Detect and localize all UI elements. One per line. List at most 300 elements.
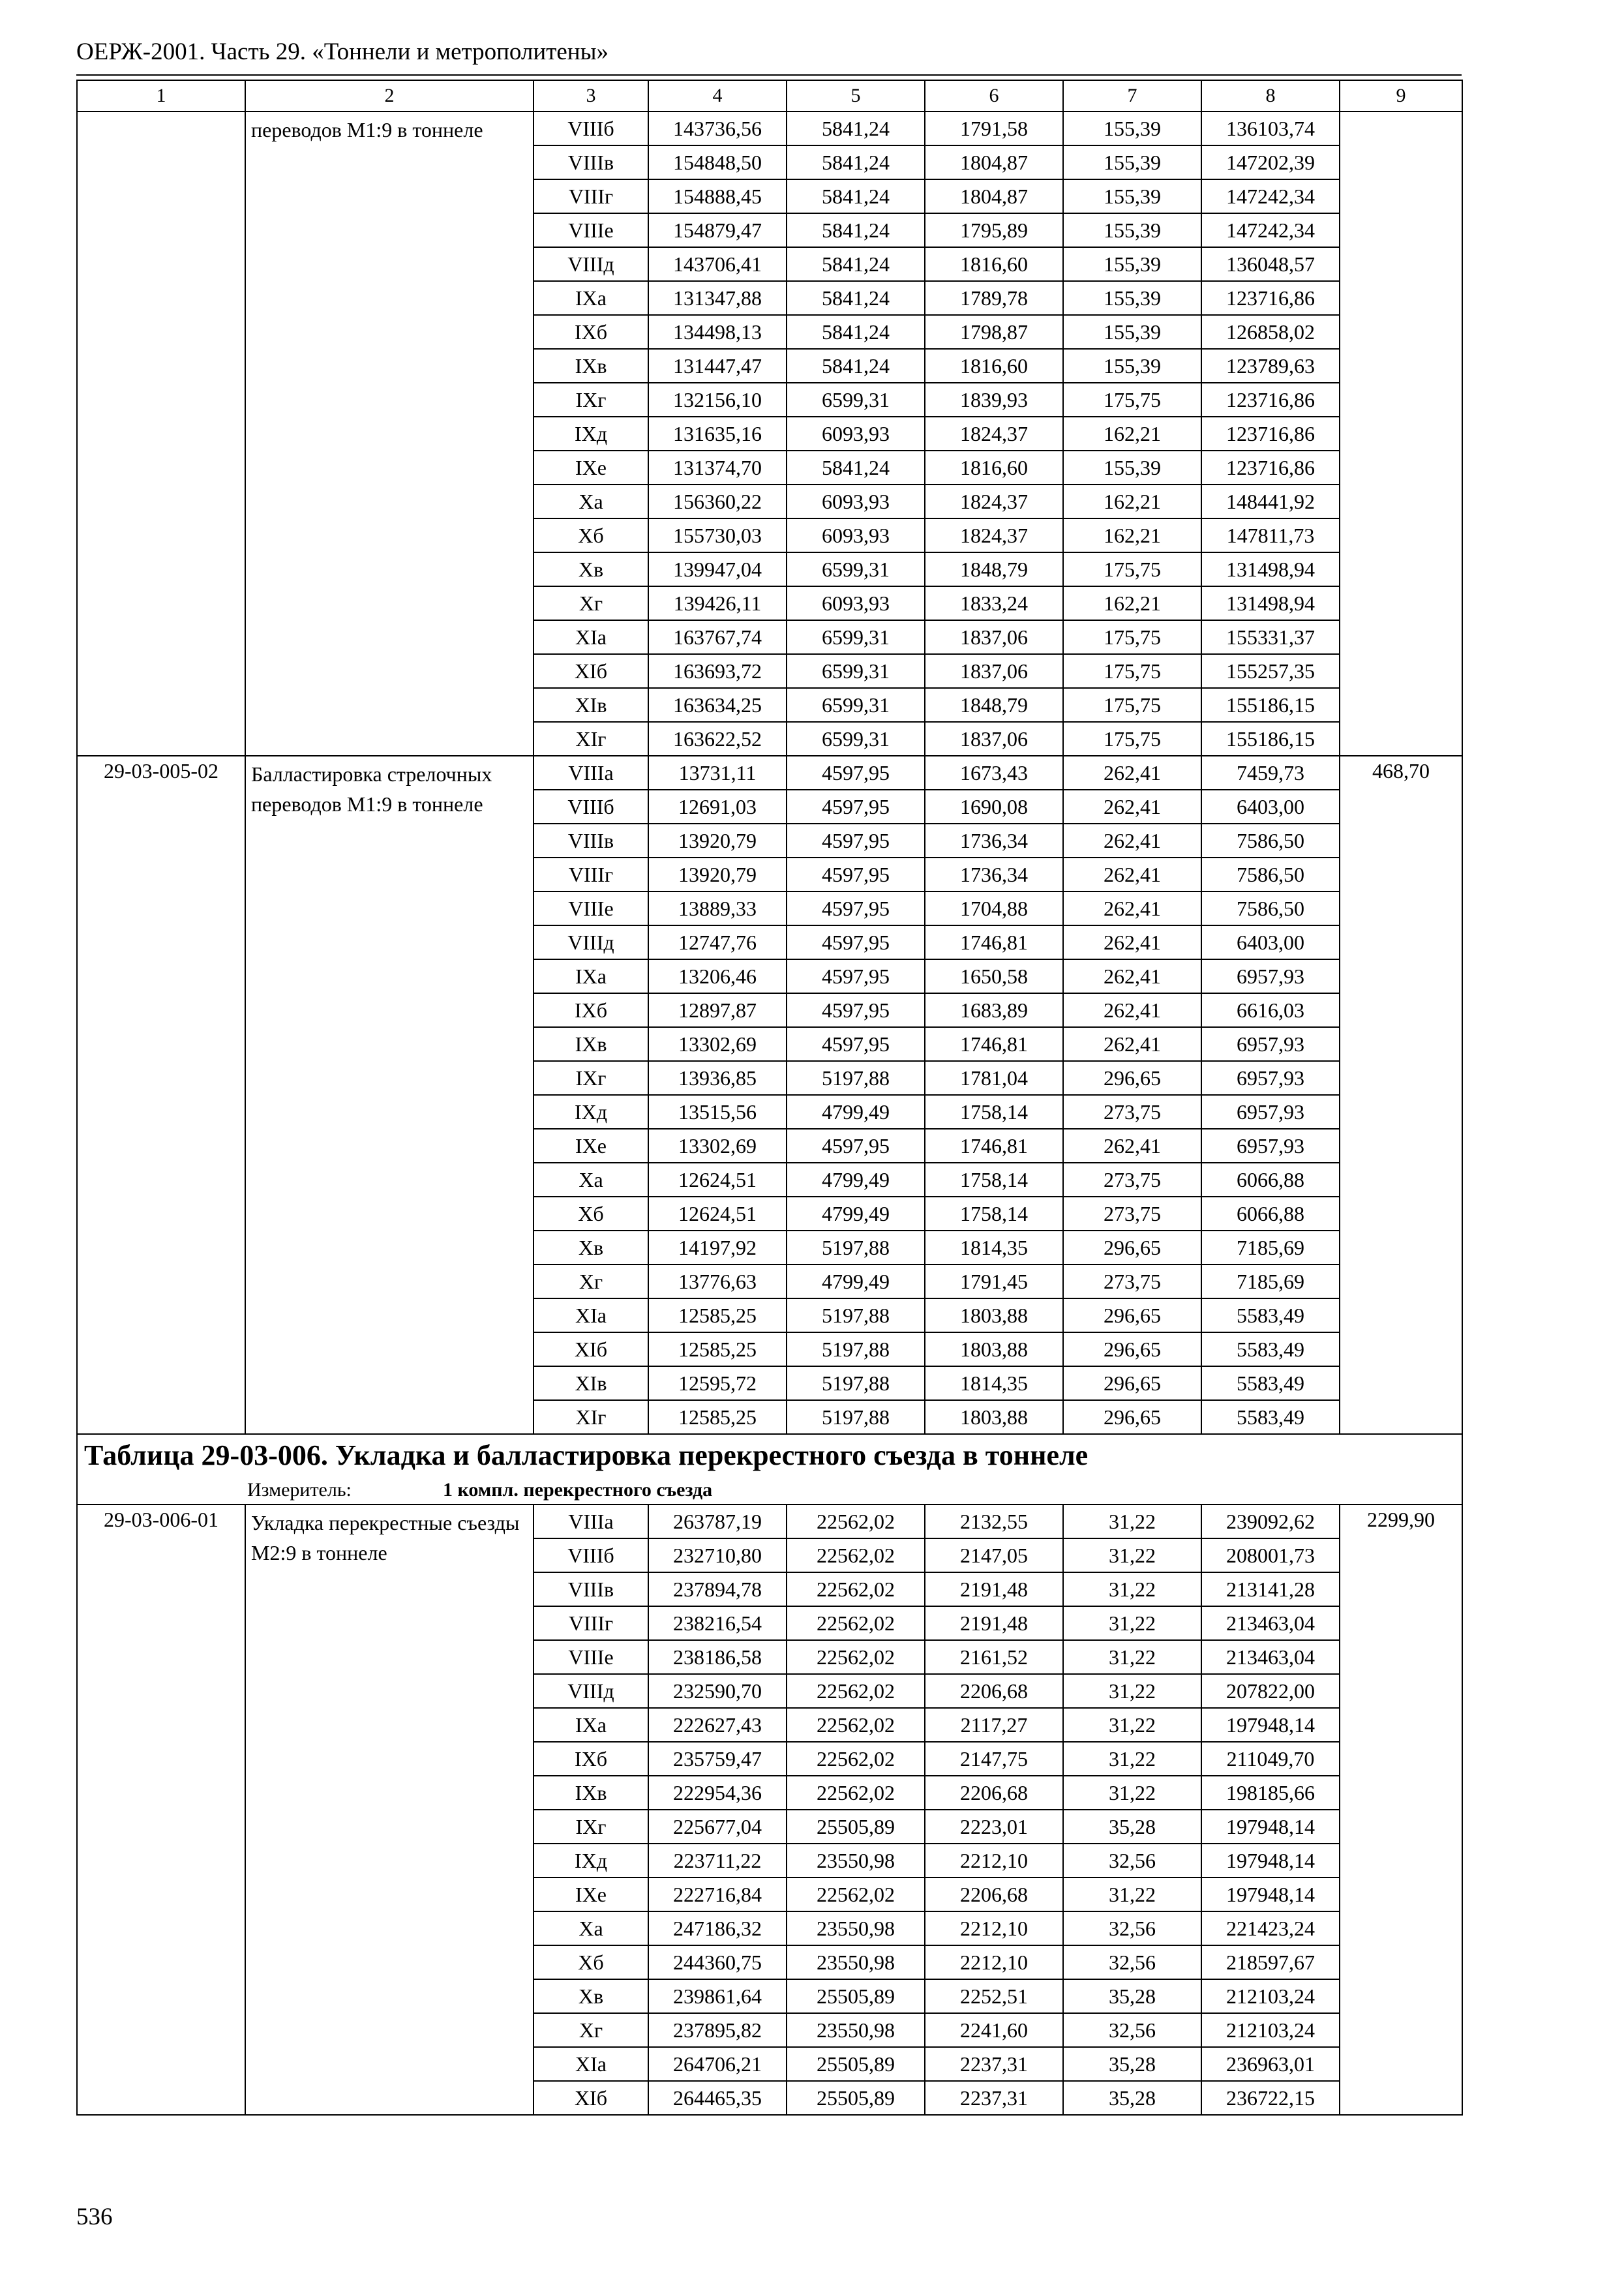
rate-code: 29-03-006-01	[77, 1504, 245, 2115]
total-cost: 223711,22	[648, 1844, 787, 1878]
drivers-wages: 162,21	[1063, 417, 1201, 451]
column-number: 8	[1201, 80, 1340, 112]
table-row	[77, 112, 1462, 145]
materials-cost: 148441,92	[1201, 485, 1340, 518]
rate-code: 29-03-005-02	[77, 756, 245, 1434]
total-cost: 12585,25	[648, 1400, 787, 1434]
materials-cost: 236722,15	[1201, 2081, 1340, 2115]
drivers-wages: 296,65	[1063, 1400, 1201, 1434]
region-zone: VIIIб	[534, 790, 648, 824]
machines-cost: 1791,58	[925, 112, 1063, 145]
region-zone: XIа	[534, 1298, 648, 1332]
materials-cost: 211049,70	[1201, 1742, 1340, 1776]
wages-cost: 22562,02	[787, 1708, 925, 1742]
machines-cost: 1839,93	[925, 383, 1063, 417]
drivers-wages: 273,75	[1063, 1197, 1201, 1231]
machines-cost: 1816,60	[925, 349, 1063, 383]
materials-cost: 221423,24	[1201, 1911, 1340, 1945]
drivers-wages: 175,75	[1063, 620, 1201, 654]
total-cost: 131635,16	[648, 417, 787, 451]
region-zone: IXг	[534, 383, 648, 417]
machines-cost: 2237,31	[925, 2047, 1063, 2081]
total-cost: 139426,11	[648, 586, 787, 620]
wages-cost: 4799,49	[787, 1163, 925, 1197]
wages-cost: 5197,88	[787, 1400, 925, 1434]
machines-cost: 1798,87	[925, 315, 1063, 349]
region-zone: XIв	[534, 1366, 648, 1400]
drivers-wages: 262,41	[1063, 858, 1201, 891]
materials-cost: 7586,50	[1201, 824, 1340, 858]
column-number: 2	[245, 80, 534, 112]
region-zone: IXб	[534, 315, 648, 349]
region-zone: XIа	[534, 620, 648, 654]
unit-cell	[77, 1476, 1462, 1504]
drivers-wages: 262,41	[1063, 1027, 1201, 1061]
drivers-wages: 155,39	[1063, 112, 1201, 145]
region-zone: VIIIг	[534, 858, 648, 891]
machines-cost: 1683,89	[925, 993, 1063, 1027]
wages-cost: 5197,88	[787, 1332, 925, 1366]
wages-cost: 22562,02	[787, 1878, 925, 1911]
region-zone: IXб	[534, 993, 648, 1027]
machines-cost: 1837,06	[925, 722, 1063, 756]
materials-cost: 6403,00	[1201, 790, 1340, 824]
materials-cost: 213463,04	[1201, 1606, 1340, 1640]
materials-cost: 208001,73	[1201, 1538, 1340, 1572]
drivers-wages: 175,75	[1063, 654, 1201, 688]
total-cost: 13206,46	[648, 959, 787, 993]
wages-cost: 5197,88	[787, 1298, 925, 1332]
drivers-wages: 155,39	[1063, 281, 1201, 315]
region-zone: VIIIд	[534, 247, 648, 281]
wages-cost: 6093,93	[787, 518, 925, 552]
total-cost: 12585,25	[648, 1332, 787, 1366]
column-number: 1	[77, 80, 245, 112]
drivers-wages: 31,22	[1063, 1640, 1201, 1674]
drivers-wages: 32,56	[1063, 1844, 1201, 1878]
wages-cost: 6599,31	[787, 552, 925, 586]
materials-cost: 147242,34	[1201, 213, 1340, 247]
materials-cost: 131498,94	[1201, 586, 1340, 620]
drivers-wages: 175,75	[1063, 722, 1201, 756]
materials-cost: 136048,57	[1201, 247, 1340, 281]
region-zone: Xа	[534, 485, 648, 518]
region-zone: Xа	[534, 1911, 648, 1945]
wages-cost: 6093,93	[787, 485, 925, 518]
region-zone: VIIIд	[534, 1674, 648, 1708]
wages-cost: 5841,24	[787, 247, 925, 281]
drivers-wages: 35,28	[1063, 1810, 1201, 1844]
machines-cost: 2206,68	[925, 1776, 1063, 1810]
drivers-wages: 31,22	[1063, 1742, 1201, 1776]
machines-cost: 1824,37	[925, 485, 1063, 518]
wages-cost: 22562,02	[787, 1674, 925, 1708]
machines-cost: 1736,34	[925, 824, 1063, 858]
machines-cost: 1758,14	[925, 1197, 1063, 1231]
wages-cost: 23550,98	[787, 1945, 925, 1979]
wages-cost: 22562,02	[787, 1606, 925, 1640]
rate-code	[77, 112, 245, 756]
drivers-wages: 262,41	[1063, 756, 1201, 790]
labor-cost: 468,70	[1340, 756, 1462, 1434]
wages-cost: 4597,95	[787, 1129, 925, 1163]
total-cost: 13920,79	[648, 824, 787, 858]
wages-cost: 5841,24	[787, 179, 925, 213]
materials-cost: 123716,86	[1201, 281, 1340, 315]
wages-cost: 6093,93	[787, 586, 925, 620]
column-number: 4	[648, 80, 787, 112]
wages-cost: 5197,88	[787, 1231, 925, 1264]
region-zone: IXа	[534, 281, 648, 315]
region-zone: IXд	[534, 1095, 648, 1129]
region-zone: Xб	[534, 1945, 648, 1979]
column-number: 5	[787, 80, 925, 112]
wages-cost: 5841,24	[787, 213, 925, 247]
machines-cost: 2206,68	[925, 1674, 1063, 1708]
region-zone: XIб	[534, 1332, 648, 1366]
machines-cost: 1789,78	[925, 281, 1063, 315]
total-cost: 163622,52	[648, 722, 787, 756]
wages-cost: 4597,95	[787, 993, 925, 1027]
drivers-wages: 31,22	[1063, 1572, 1201, 1606]
region-zone: IXд	[534, 417, 648, 451]
machines-cost: 1690,08	[925, 790, 1063, 824]
machines-cost: 1803,88	[925, 1400, 1063, 1434]
drivers-wages: 31,22	[1063, 1674, 1201, 1708]
region-zone: IXе	[534, 1129, 648, 1163]
region-zone: IXе	[534, 1878, 648, 1911]
region-zone: VIIIв	[534, 824, 648, 858]
wages-cost: 5197,88	[787, 1366, 925, 1400]
region-zone: IXд	[534, 1844, 648, 1878]
machines-cost: 1746,81	[925, 1129, 1063, 1163]
drivers-wages: 175,75	[1063, 688, 1201, 722]
unit-label: Измеритель:	[247, 1478, 352, 1501]
wages-cost: 4597,95	[787, 824, 925, 858]
total-cost: 12897,87	[648, 993, 787, 1027]
drivers-wages: 31,22	[1063, 1606, 1201, 1640]
total-cost: 237895,82	[648, 2013, 787, 2047]
machines-cost: 1803,88	[925, 1332, 1063, 1366]
total-cost: 235759,47	[648, 1742, 787, 1776]
materials-cost: 197948,14	[1201, 1844, 1340, 1878]
drivers-wages: 155,39	[1063, 451, 1201, 485]
drivers-wages: 31,22	[1063, 1708, 1201, 1742]
materials-cost: 6066,88	[1201, 1197, 1340, 1231]
machines-cost: 2161,52	[925, 1640, 1063, 1674]
region-zone: VIIIд	[534, 925, 648, 959]
materials-cost: 123716,86	[1201, 417, 1340, 451]
wages-cost: 5841,24	[787, 451, 925, 485]
drivers-wages: 155,39	[1063, 315, 1201, 349]
drivers-wages: 262,41	[1063, 891, 1201, 925]
materials-cost: 7586,50	[1201, 858, 1340, 891]
drivers-wages: 262,41	[1063, 824, 1201, 858]
region-zone: Xб	[534, 518, 648, 552]
total-cost: 264706,21	[648, 2047, 787, 2081]
drivers-wages: 35,28	[1063, 1979, 1201, 2013]
total-cost: 143706,41	[648, 247, 787, 281]
materials-cost: 5583,49	[1201, 1366, 1340, 1400]
wages-cost: 23550,98	[787, 1911, 925, 1945]
total-cost: 238186,58	[648, 1640, 787, 1674]
materials-cost: 197948,14	[1201, 1878, 1340, 1911]
drivers-wages: 262,41	[1063, 1129, 1201, 1163]
drivers-wages: 155,39	[1063, 349, 1201, 383]
wages-cost: 6599,31	[787, 620, 925, 654]
machines-cost: 1837,06	[925, 654, 1063, 688]
machines-cost: 2206,68	[925, 1878, 1063, 1911]
drivers-wages: 296,65	[1063, 1231, 1201, 1264]
drivers-wages: 32,56	[1063, 1911, 1201, 1945]
machines-cost: 1848,79	[925, 688, 1063, 722]
machines-cost: 2252,51	[925, 1979, 1063, 2013]
region-zone: IXа	[534, 959, 648, 993]
column-number: 7	[1063, 80, 1201, 112]
total-cost: 131347,88	[648, 281, 787, 315]
machines-cost: 2212,10	[925, 1911, 1063, 1945]
total-cost: 156360,22	[648, 485, 787, 518]
region-zone: VIIIб	[534, 112, 648, 145]
materials-cost: 131498,94	[1201, 552, 1340, 586]
wages-cost: 4799,49	[787, 1197, 925, 1231]
region-zone: Xв	[534, 1231, 648, 1264]
total-cost: 155730,03	[648, 518, 787, 552]
drivers-wages: 273,75	[1063, 1264, 1201, 1298]
work-name: Укладка перекрестные съезды М2:9 в тоннеле	[245, 1504, 534, 2115]
materials-cost: 7459,73	[1201, 756, 1340, 790]
machines-cost: 1814,35	[925, 1231, 1063, 1264]
drivers-wages: 296,65	[1063, 1298, 1201, 1332]
drivers-wages: 155,39	[1063, 213, 1201, 247]
materials-cost: 212103,24	[1201, 2013, 1340, 2047]
total-cost: 13920,79	[648, 858, 787, 891]
region-zone: XIб	[534, 654, 648, 688]
region-zone: IXг	[534, 1061, 648, 1095]
total-cost: 13515,56	[648, 1095, 787, 1129]
wages-cost: 4597,95	[787, 1027, 925, 1061]
total-cost: 13302,69	[648, 1027, 787, 1061]
region-zone: VIIIг	[534, 1606, 648, 1640]
wages-cost: 4799,49	[787, 1264, 925, 1298]
machines-cost: 2241,60	[925, 2013, 1063, 2047]
total-cost: 12691,03	[648, 790, 787, 824]
machines-cost: 1781,04	[925, 1061, 1063, 1095]
drivers-wages: 296,65	[1063, 1332, 1201, 1366]
materials-cost: 6066,88	[1201, 1163, 1340, 1197]
total-cost: 12624,51	[648, 1163, 787, 1197]
machines-cost: 2132,55	[925, 1504, 1063, 1538]
region-zone: VIIIб	[534, 1538, 648, 1572]
wages-cost: 22562,02	[787, 1572, 925, 1606]
wages-cost: 4597,95	[787, 790, 925, 824]
region-zone: VIIIв	[534, 145, 648, 179]
region-zone: Xв	[534, 1979, 648, 2013]
header-rule	[76, 74, 1462, 76]
wages-cost: 6599,31	[787, 688, 925, 722]
materials-cost: 155257,35	[1201, 654, 1340, 688]
total-cost: 222627,43	[648, 1708, 787, 1742]
wages-cost: 4597,95	[787, 891, 925, 925]
wages-cost: 5197,88	[787, 1061, 925, 1095]
drivers-wages: 175,75	[1063, 383, 1201, 417]
machines-cost: 1746,81	[925, 925, 1063, 959]
materials-cost: 7185,69	[1201, 1231, 1340, 1264]
drivers-wages: 155,39	[1063, 247, 1201, 281]
total-cost: 14197,92	[648, 1231, 787, 1264]
materials-cost: 147242,34	[1201, 179, 1340, 213]
region-zone: XIб	[534, 2081, 648, 2115]
materials-cost: 6957,93	[1201, 1027, 1340, 1061]
region-zone: IXа	[534, 1708, 648, 1742]
materials-cost: 213141,28	[1201, 1572, 1340, 1606]
rates-table	[76, 80, 1463, 2116]
materials-cost: 147202,39	[1201, 145, 1340, 179]
machines-cost: 1833,24	[925, 586, 1063, 620]
region-zone: VIIIа	[534, 1504, 648, 1538]
drivers-wages: 31,22	[1063, 1504, 1201, 1538]
column-number: 6	[925, 80, 1063, 112]
materials-cost: 218597,67	[1201, 1945, 1340, 1979]
wages-cost: 6093,93	[787, 417, 925, 451]
drivers-wages: 155,39	[1063, 179, 1201, 213]
drivers-wages: 273,75	[1063, 1163, 1201, 1197]
drivers-wages: 296,65	[1063, 1366, 1201, 1400]
region-zone: Xв	[534, 552, 648, 586]
machines-cost: 1824,37	[925, 417, 1063, 451]
drivers-wages: 162,21	[1063, 518, 1201, 552]
wages-cost: 22562,02	[787, 1504, 925, 1538]
total-cost: 264465,35	[648, 2081, 787, 2115]
drivers-wages: 31,22	[1063, 1538, 1201, 1572]
materials-cost: 5583,49	[1201, 1400, 1340, 1434]
region-zone: IXв	[534, 1776, 648, 1810]
total-cost: 132156,10	[648, 383, 787, 417]
region-zone: XIа	[534, 2047, 648, 2081]
wages-cost: 5841,24	[787, 315, 925, 349]
drivers-wages: 35,28	[1063, 2081, 1201, 2115]
wages-cost: 25505,89	[787, 2081, 925, 2115]
machines-cost: 2212,10	[925, 1844, 1063, 1878]
materials-cost: 155186,15	[1201, 722, 1340, 756]
table-row	[77, 756, 1462, 790]
materials-cost: 123789,63	[1201, 349, 1340, 383]
materials-cost: 6957,93	[1201, 1061, 1340, 1095]
materials-cost: 239092,62	[1201, 1504, 1340, 1538]
column-number: 3	[534, 80, 648, 112]
total-cost: 247186,32	[648, 1911, 787, 1945]
materials-cost: 126858,02	[1201, 315, 1340, 349]
table-row	[77, 1504, 1462, 1538]
total-cost: 163634,25	[648, 688, 787, 722]
machines-cost: 1804,87	[925, 145, 1063, 179]
region-zone: Xг	[534, 1264, 648, 1298]
drivers-wages: 31,22	[1063, 1776, 1201, 1810]
total-cost: 238216,54	[648, 1606, 787, 1640]
page-header: ОЕРЖ-2001. Часть 29. «Тоннели и метрополитены»	[76, 38, 609, 65]
machines-cost: 1791,45	[925, 1264, 1063, 1298]
drivers-wages: 35,28	[1063, 2047, 1201, 2081]
machines-cost: 2117,27	[925, 1708, 1063, 1742]
machines-cost: 2223,01	[925, 1810, 1063, 1844]
materials-cost: 147811,73	[1201, 518, 1340, 552]
total-cost: 13776,63	[648, 1264, 787, 1298]
total-cost: 222716,84	[648, 1878, 787, 1911]
materials-cost: 236963,01	[1201, 2047, 1340, 2081]
wages-cost: 5841,24	[787, 145, 925, 179]
table-title: Таблица 29-03-006. Укладка и балластировка перекрестного съезда в тоннеле	[77, 1434, 1462, 1476]
materials-cost: 198185,66	[1201, 1776, 1340, 1810]
machines-cost: 1746,81	[925, 1027, 1063, 1061]
materials-cost: 6957,93	[1201, 1095, 1340, 1129]
table-body	[77, 112, 1462, 2115]
region-zone: XIв	[534, 688, 648, 722]
drivers-wages: 175,75	[1063, 552, 1201, 586]
wages-cost: 22562,02	[787, 1742, 925, 1776]
materials-cost: 5583,49	[1201, 1298, 1340, 1332]
materials-cost: 5583,49	[1201, 1332, 1340, 1366]
machines-cost: 1814,35	[925, 1366, 1063, 1400]
page-number: 536	[76, 2204, 113, 2230]
total-cost: 154888,45	[648, 179, 787, 213]
region-zone: VIIIе	[534, 213, 648, 247]
work-name: переводов М1:9 в тоннеле	[245, 112, 534, 756]
drivers-wages: 262,41	[1063, 993, 1201, 1027]
machines-cost: 1758,14	[925, 1095, 1063, 1129]
wages-cost: 22562,02	[787, 1538, 925, 1572]
wages-cost: 25505,89	[787, 1810, 925, 1844]
materials-cost: 155186,15	[1201, 688, 1340, 722]
total-cost: 263787,19	[648, 1504, 787, 1538]
materials-cost: 6403,00	[1201, 925, 1340, 959]
machines-cost: 1816,60	[925, 451, 1063, 485]
region-zone: VIIIе	[534, 1640, 648, 1674]
machines-cost: 1848,79	[925, 552, 1063, 586]
materials-cost: 123716,86	[1201, 383, 1340, 417]
wages-cost: 25505,89	[787, 2047, 925, 2081]
labor-cost	[1340, 112, 1462, 756]
wages-cost: 5841,24	[787, 349, 925, 383]
drivers-wages: 262,41	[1063, 959, 1201, 993]
table-title-row	[77, 1434, 1462, 1476]
unit-value: 1 компл. перекрестного съезда	[443, 1478, 713, 1501]
drivers-wages: 31,22	[1063, 1878, 1201, 1911]
wages-cost: 5841,24	[787, 112, 925, 145]
machines-cost: 1704,88	[925, 891, 1063, 925]
materials-cost: 136103,74	[1201, 112, 1340, 145]
machines-cost: 1804,87	[925, 179, 1063, 213]
machines-cost: 1824,37	[925, 518, 1063, 552]
wages-cost: 4597,95	[787, 858, 925, 891]
total-cost: 131447,47	[648, 349, 787, 383]
total-cost: 139947,04	[648, 552, 787, 586]
wages-cost: 22562,02	[787, 1776, 925, 1810]
column-number: 9	[1340, 80, 1462, 112]
total-cost: 237894,78	[648, 1572, 787, 1606]
materials-cost: 197948,14	[1201, 1708, 1340, 1742]
materials-cost: 197948,14	[1201, 1810, 1340, 1844]
total-cost: 13731,11	[648, 756, 787, 790]
region-zone: Xг	[534, 586, 648, 620]
total-cost: 134498,13	[648, 315, 787, 349]
machines-cost: 1816,60	[925, 247, 1063, 281]
materials-cost: 155331,37	[1201, 620, 1340, 654]
machines-cost: 1795,89	[925, 213, 1063, 247]
region-zone: Xг	[534, 2013, 648, 2047]
region-zone: IXв	[534, 349, 648, 383]
materials-cost: 7185,69	[1201, 1264, 1340, 1298]
region-zone: Xб	[534, 1197, 648, 1231]
